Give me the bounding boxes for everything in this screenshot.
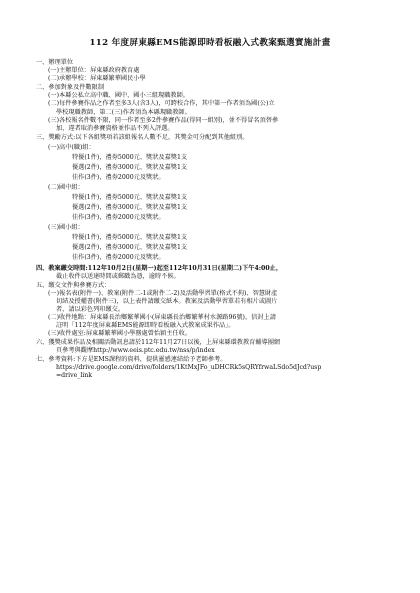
award-line: 佳作(3件)，禮券2000元及獎狀。 xyxy=(72,254,165,262)
submission-item-cont: 切結及授權書(附件三)，以上表件請繳交紙本。教案及活動學習單若有相片或圖片 xyxy=(56,297,278,305)
section-references xyxy=(36,356,384,380)
award-group-label: (二)國中組： xyxy=(48,184,84,192)
submission-item: (三)收件處室:屏東縣繁華國小學務處曾怡穎主任收。 xyxy=(48,330,192,338)
section-submission xyxy=(36,282,384,338)
award-line: 特優(1件)，禮券5000元、獎狀及嘉獎1支 xyxy=(72,234,188,242)
award-line: 優選(2件)，禮券3000元、獎狀及嘉獎1支 xyxy=(72,244,188,252)
section-heading: 一、辦理單位 xyxy=(36,59,74,67)
section-eligibility xyxy=(36,84,384,132)
references-line: 七、參考資料:下方是EMS課程的資料，提供靈感連結給予老師參考。 xyxy=(36,356,227,364)
section-heading: 三、獎勵方式:以下各組獎項若該組報名人數不足，其獎金可分配到其他組別。 xyxy=(36,133,249,141)
award-line: 特優(1件)，禮券5000元、獎狀及嘉獎1支 xyxy=(72,194,188,202)
eligibility-item: (二)每件參賽作品之作者至多3人(含3人)，可跨校合作，其中第一作者須為國(公)立 xyxy=(48,100,275,108)
submission-item: (二)收件地點：屏東縣長治鄉繁華國小(屏東縣長治鄉繁華村水源路96號)，信封上請 xyxy=(48,313,276,321)
section-results xyxy=(36,339,384,355)
eligibility-item-cont: 學校現職教師，第二(三)作者須為本縣現職教師。 xyxy=(56,108,191,116)
award-line: 優選(2件)，禮券3000元、獎狀及嘉獎1支 xyxy=(72,163,188,171)
award-group-label: (一)高中(職)組： xyxy=(48,143,95,151)
section-organizers xyxy=(36,59,384,83)
deadline-line: 四、教案繳交時間:112年10月2日(星期一)起至112年10月31日(星期二)下午4:00止， xyxy=(36,264,283,272)
results-line: 六、獲獎成果作品及相關活動訊息請於112年11月27日以後，上屏東縣環教教育輔導團網 xyxy=(36,339,281,347)
references-link-cont[interactable]: =drive_link xyxy=(56,372,93,380)
deadline-line-cont: 截止收件以送達時間或郵戳為憑，逾時不候。 xyxy=(56,272,180,280)
submission-item-cont: 者，請以彩色列印繳交。 xyxy=(56,305,125,313)
award-line: 優選(2件)，禮券3000元、獎狀及嘉獎1支 xyxy=(72,204,188,212)
eligibility-item: (一)本縣公私立高中職、國中、國小三組現職教師。 xyxy=(48,92,189,100)
organizer-host: (一)主辦單位：屏東縣政府教育處 xyxy=(48,67,140,75)
award-line: 佳作(3件)，禮券2000元及獎狀。 xyxy=(72,173,165,181)
references-link[interactable]: https://drive.google.com/drive/folders/1KtMxJFo_uDHCRk5sQRYfrwaLSdo5dJcd?usp xyxy=(56,364,322,372)
results-link[interactable]: 頁參考與觀摩http://www.eeis.ptc.edu.tw/nss/p/index xyxy=(56,347,215,355)
eligibility-item-cont: 加，違者取消參賽資格並作品不列入評選。 xyxy=(56,124,174,132)
submission-item: (一)報名表(附件一)、教案(附件二-1或附件二-2)及活動學習單(格式不拘)、智慧財產 xyxy=(48,289,278,297)
eligibility-item: (三)各校報名件數不限，同一作者至多2件參賽作品(得同一組別)，並不得冒名頂替參 xyxy=(48,116,279,124)
award-line: 佳作(3件)，禮券2000元及獎狀。 xyxy=(72,214,165,222)
section-heading: 五、繳交文件與參賽方式： xyxy=(36,281,111,289)
submission-item-cont: 註明「112年度屏東縣EMS能源即時看板融入式教案成果作品」。 xyxy=(56,321,235,329)
section-heading: 二、參加對象及件數限制 xyxy=(36,84,105,92)
organizer-undertaker: (二)承辦學校：屏東縣繁華國民小學 xyxy=(48,75,146,83)
section-awards xyxy=(36,134,384,263)
section-deadline xyxy=(36,265,384,281)
document-title: 112 年度屏東縣EMS能源即時看板融入式教案甄選實施計畫 xyxy=(89,38,331,48)
award-group-label: (三)國小組： xyxy=(48,224,84,232)
award-line: 特優(1件)，禮券5000元、獎狀及嘉獎1支 xyxy=(72,153,188,161)
